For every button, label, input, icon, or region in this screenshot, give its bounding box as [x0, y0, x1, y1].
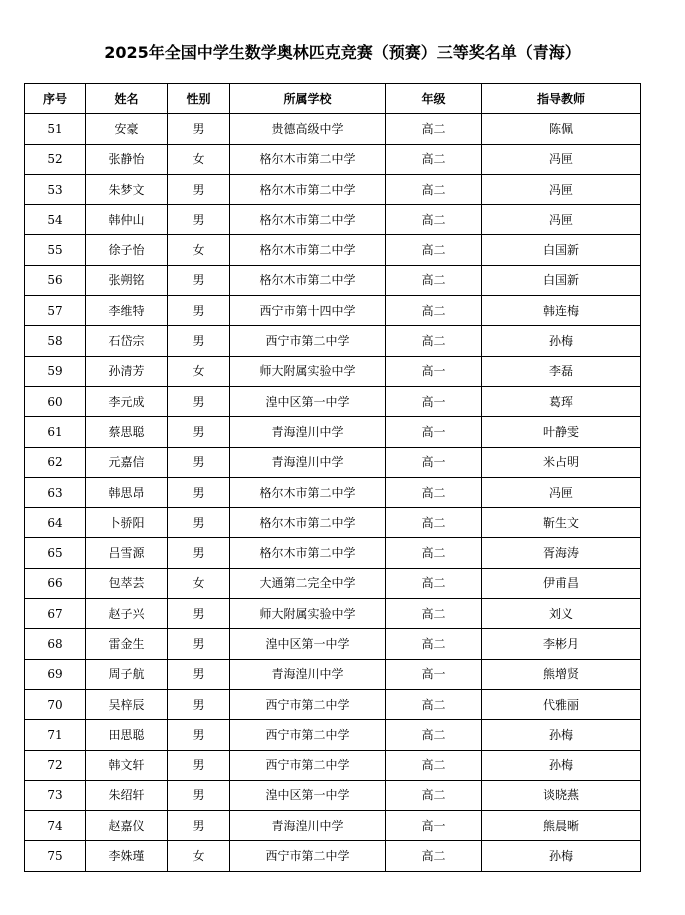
table-row [25, 538, 641, 568]
cell-name: 朱梦文 [86, 174, 168, 204]
cell-gender: 男 [168, 750, 230, 780]
cell-gender: 男 [168, 477, 230, 507]
cell-teacher: 陈佩 [482, 114, 641, 144]
cell-name: 安豪 [86, 114, 168, 144]
cell-name: 元嘉信 [86, 447, 168, 477]
cell-grade: 高二 [386, 114, 482, 144]
table-row [25, 720, 641, 750]
cell-name: 李姝瑾 [86, 841, 168, 871]
cell-school: 青海湟川中学 [230, 417, 386, 447]
table-row [25, 296, 641, 326]
header-row [25, 84, 641, 114]
cell-gender: 男 [168, 508, 230, 538]
cell-school: 贵德高级中学 [230, 114, 386, 144]
cell-gender: 女 [168, 144, 230, 174]
cell-grade: 高二 [386, 174, 482, 204]
cell-name: 周子航 [86, 659, 168, 689]
cell-grade: 高二 [386, 508, 482, 538]
cell-name: 石岱宗 [86, 326, 168, 356]
cell-grade: 高二 [386, 841, 482, 871]
table-row [25, 599, 641, 629]
cell-number: 55 [25, 235, 86, 265]
cell-name: 张朔铭 [86, 265, 168, 295]
cell-teacher: 葛珲 [482, 386, 641, 416]
cell-school: 西宁市第十四中学 [230, 296, 386, 326]
cell-teacher: 代雅丽 [482, 689, 641, 719]
cell-school: 大通第二完全中学 [230, 568, 386, 598]
cell-name: 田思聪 [86, 720, 168, 750]
cell-teacher: 冯匣 [482, 477, 641, 507]
cell-teacher: 叶静雯 [482, 417, 641, 447]
cell-name: 韩文轩 [86, 750, 168, 780]
cell-teacher: 冯匣 [482, 174, 641, 204]
cell-grade: 高二 [386, 689, 482, 719]
cell-school: 格尔木市第二中学 [230, 235, 386, 265]
cell-teacher: 冯匣 [482, 205, 641, 235]
cell-number: 73 [25, 780, 86, 810]
cell-number: 62 [25, 447, 86, 477]
cell-school: 西宁市第二中学 [230, 841, 386, 871]
cell-grade: 高二 [386, 296, 482, 326]
table-row [25, 265, 641, 295]
cell-number: 52 [25, 144, 86, 174]
cell-teacher: 白国新 [482, 265, 641, 295]
cell-grade: 高二 [386, 780, 482, 810]
cell-school: 格尔木市第二中学 [230, 205, 386, 235]
cell-school: 西宁市第二中学 [230, 750, 386, 780]
cell-teacher: 熊晨晰 [482, 811, 641, 841]
cell-teacher: 伊甫昌 [482, 568, 641, 598]
table-row [25, 841, 641, 871]
cell-school: 格尔木市第二中学 [230, 508, 386, 538]
cell-school: 格尔木市第二中学 [230, 144, 386, 174]
cell-gender: 女 [168, 356, 230, 386]
header-grade: 年级 [386, 84, 482, 114]
cell-gender: 男 [168, 417, 230, 447]
cell-gender: 女 [168, 841, 230, 871]
cell-number: 74 [25, 811, 86, 841]
cell-school: 格尔木市第二中学 [230, 477, 386, 507]
cell-number: 64 [25, 508, 86, 538]
table-row [25, 659, 641, 689]
cell-grade: 高二 [386, 235, 482, 265]
cell-grade: 高一 [386, 811, 482, 841]
cell-gender: 男 [168, 326, 230, 356]
cell-number: 70 [25, 689, 86, 719]
cell-gender: 男 [168, 599, 230, 629]
cell-grade: 高二 [386, 538, 482, 568]
cell-number: 75 [25, 841, 86, 871]
cell-name: 卜骄阳 [86, 508, 168, 538]
cell-name: 朱绍轩 [86, 780, 168, 810]
cell-number: 72 [25, 750, 86, 780]
cell-grade: 高二 [386, 629, 482, 659]
table-row [25, 417, 641, 447]
cell-grade: 高二 [386, 265, 482, 295]
table-header [25, 84, 641, 114]
cell-school: 格尔木市第二中学 [230, 538, 386, 568]
cell-teacher: 李磊 [482, 356, 641, 386]
cell-number: 69 [25, 659, 86, 689]
header-name: 姓名 [86, 84, 168, 114]
table-row [25, 629, 641, 659]
cell-school: 师大附属实验中学 [230, 356, 386, 386]
cell-number: 65 [25, 538, 86, 568]
cell-grade: 高二 [386, 326, 482, 356]
cell-teacher: 冯匣 [482, 144, 641, 174]
table-row [25, 750, 641, 780]
cell-number: 67 [25, 599, 86, 629]
cell-gender: 男 [168, 811, 230, 841]
cell-teacher: 靳生文 [482, 508, 641, 538]
cell-teacher: 孙梅 [482, 720, 641, 750]
cell-number: 63 [25, 477, 86, 507]
cell-number: 59 [25, 356, 86, 386]
cell-name: 赵嘉仪 [86, 811, 168, 841]
cell-gender: 男 [168, 174, 230, 204]
table-body [25, 114, 641, 871]
cell-name: 韩思昂 [86, 477, 168, 507]
cell-grade: 高一 [386, 659, 482, 689]
cell-name: 孙清芳 [86, 356, 168, 386]
cell-grade: 高一 [386, 386, 482, 416]
cell-gender: 男 [168, 114, 230, 144]
cell-gender: 男 [168, 689, 230, 719]
cell-number: 56 [25, 265, 86, 295]
cell-name: 吴梓辰 [86, 689, 168, 719]
cell-name: 徐子怡 [86, 235, 168, 265]
cell-teacher: 孙梅 [482, 841, 641, 871]
cell-grade: 高二 [386, 568, 482, 598]
header-teacher: 指导教师 [482, 84, 641, 114]
cell-school: 湟中区第一中学 [230, 629, 386, 659]
header-gender: 性别 [168, 84, 230, 114]
cell-gender: 女 [168, 235, 230, 265]
table-row [25, 477, 641, 507]
cell-grade: 高一 [386, 447, 482, 477]
cell-name: 吕雪源 [86, 538, 168, 568]
cell-name: 蔡思聪 [86, 417, 168, 447]
table-row [25, 447, 641, 477]
cell-gender: 男 [168, 780, 230, 810]
table-row [25, 508, 641, 538]
cell-number: 71 [25, 720, 86, 750]
cell-name: 韩仲山 [86, 205, 168, 235]
cell-grade: 高二 [386, 205, 482, 235]
cell-number: 61 [25, 417, 86, 447]
cell-teacher: 米占明 [482, 447, 641, 477]
cell-gender: 男 [168, 447, 230, 477]
table-row [25, 205, 641, 235]
award-table [24, 83, 641, 872]
cell-grade: 高二 [386, 599, 482, 629]
cell-school: 师大附属实验中学 [230, 599, 386, 629]
cell-school: 西宁市第二中学 [230, 689, 386, 719]
cell-grade: 高一 [386, 356, 482, 386]
cell-teacher: 熊增贤 [482, 659, 641, 689]
cell-grade: 高二 [386, 477, 482, 507]
cell-grade: 高二 [386, 750, 482, 780]
cell-name: 张静怡 [86, 144, 168, 174]
cell-school: 格尔木市第二中学 [230, 265, 386, 295]
cell-school: 青海湟川中学 [230, 659, 386, 689]
cell-gender: 男 [168, 265, 230, 295]
cell-teacher: 白国新 [482, 235, 641, 265]
cell-name: 赵子兴 [86, 599, 168, 629]
cell-teacher: 刘义 [482, 599, 641, 629]
cell-school: 格尔木市第二中学 [230, 174, 386, 204]
cell-teacher: 孙梅 [482, 750, 641, 780]
cell-teacher: 李彬月 [482, 629, 641, 659]
cell-gender: 男 [168, 629, 230, 659]
cell-teacher: 韩连梅 [482, 296, 641, 326]
table-row [25, 568, 641, 598]
cell-number: 53 [25, 174, 86, 204]
cell-gender: 男 [168, 720, 230, 750]
cell-gender: 男 [168, 659, 230, 689]
table-row [25, 144, 641, 174]
cell-gender: 女 [168, 568, 230, 598]
cell-name: 李元成 [86, 386, 168, 416]
cell-school: 西宁市第二中学 [230, 720, 386, 750]
cell-number: 66 [25, 568, 86, 598]
table-row [25, 114, 641, 144]
cell-grade: 高一 [386, 417, 482, 447]
cell-gender: 男 [168, 205, 230, 235]
table-row [25, 689, 641, 719]
table-row [25, 356, 641, 386]
cell-name: 雷金生 [86, 629, 168, 659]
cell-school: 西宁市第二中学 [230, 326, 386, 356]
cell-grade: 高二 [386, 720, 482, 750]
cell-school: 青海湟川中学 [230, 447, 386, 477]
header-number: 序号 [25, 84, 86, 114]
cell-name: 李维特 [86, 296, 168, 326]
cell-number: 58 [25, 326, 86, 356]
cell-number: 60 [25, 386, 86, 416]
cell-number: 51 [25, 114, 86, 144]
table-row [25, 174, 641, 204]
cell-gender: 男 [168, 296, 230, 326]
cell-number: 57 [25, 296, 86, 326]
cell-gender: 男 [168, 386, 230, 416]
cell-number: 54 [25, 205, 86, 235]
cell-name: 包萃芸 [86, 568, 168, 598]
table-row [25, 386, 641, 416]
table-row [25, 326, 641, 356]
cell-teacher: 孙梅 [482, 326, 641, 356]
cell-teacher: 谈晓燕 [482, 780, 641, 810]
table-row [25, 780, 641, 810]
cell-grade: 高二 [386, 144, 482, 174]
cell-teacher: 胥海涛 [482, 538, 641, 568]
cell-number: 68 [25, 629, 86, 659]
page-title: 2025年全国中学生数学奥林匹克竞赛（预赛）三等奖名单（青海） [104, 43, 581, 62]
cell-school: 湟中区第一中学 [230, 780, 386, 810]
table-row [25, 235, 641, 265]
header-school: 所属学校 [230, 84, 386, 114]
cell-school: 湟中区第一中学 [230, 386, 386, 416]
table-row [25, 811, 641, 841]
cell-school: 青海湟川中学 [230, 811, 386, 841]
cell-gender: 男 [168, 538, 230, 568]
